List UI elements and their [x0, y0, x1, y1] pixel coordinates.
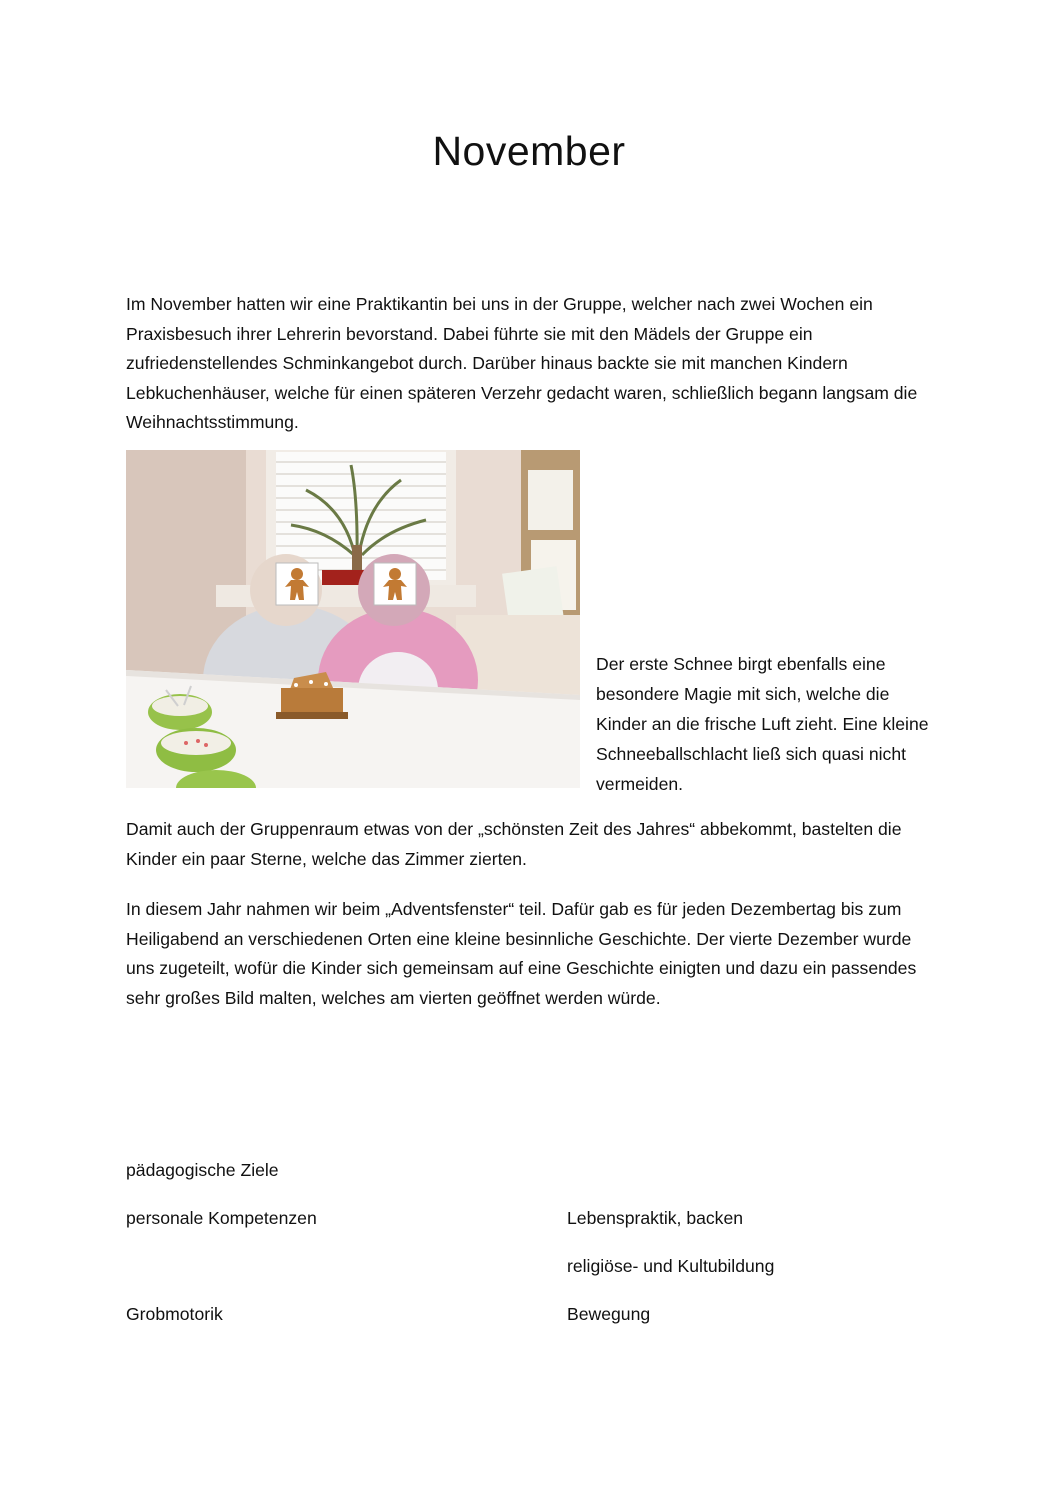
goal-row-2-right: religiöse- und Kultubildung: [567, 1256, 775, 1276]
intro-paragraph: Im November hatten wir eine Praktikantin bei uns in der Gruppe, welcher nach zwei Wochen ein Praxisbesuch ihrer Lehrerin bevorstand. Dabei führte sie mit den Mädels der Gruppe ein zufriedenstellendes Schminkangebot durch. Darüber hinaus backte sie mit manchen Kindern Lebkuchenhäuser, welche für einen späteren Verzehr gedacht waren, schließlich begann langsam die Weihnachtsstimmung.: [126, 294, 918, 433]
goal-row-3-left: Grobmotorik: [126, 1304, 223, 1324]
goal-row-3-right: Bewegung: [567, 1304, 651, 1324]
goal-row-1-right: Lebenspraktik, backen: [567, 1208, 744, 1228]
page-title: November: [432, 128, 626, 174]
advent-paragraph: In diesem Jahr nahmen wir beim „Adventsfenster“ teil. Dafür gab es für jeden Dezembertag bis zum Heiligabend an verschiedenen Orten eine kleine besinnliche Geschichte. Der vierte Dezember wurde uns zugeteilt, wofür die Kinder sich gemeinsam auf eine Geschichte einigten und dazu ein passendes sehr großes Bild malten, welches am vierten geöffnet werden würde.: [126, 899, 917, 1008]
gingerbread-house-photo: [126, 450, 580, 788]
snow-paragraph: Der erste Schnee birgt ebenfalls eine besondere Magie mit sich, welche die Kinder an die frische Luft zieht. Eine kleine Schneeballschlacht ließ sich quasi nicht vermeiden.: [596, 654, 929, 794]
goals-heading: pädagogische Ziele: [126, 1160, 279, 1180]
goal-row-1-left: personale Kompetenzen: [126, 1208, 317, 1228]
stars-paragraph: Damit auch der Gruppenraum etwas von der „schönsten Zeit des Jahres“ abbekommt, bastelten die Kinder ein paar Sterne, welche das Zimmer zierten.: [126, 819, 902, 869]
